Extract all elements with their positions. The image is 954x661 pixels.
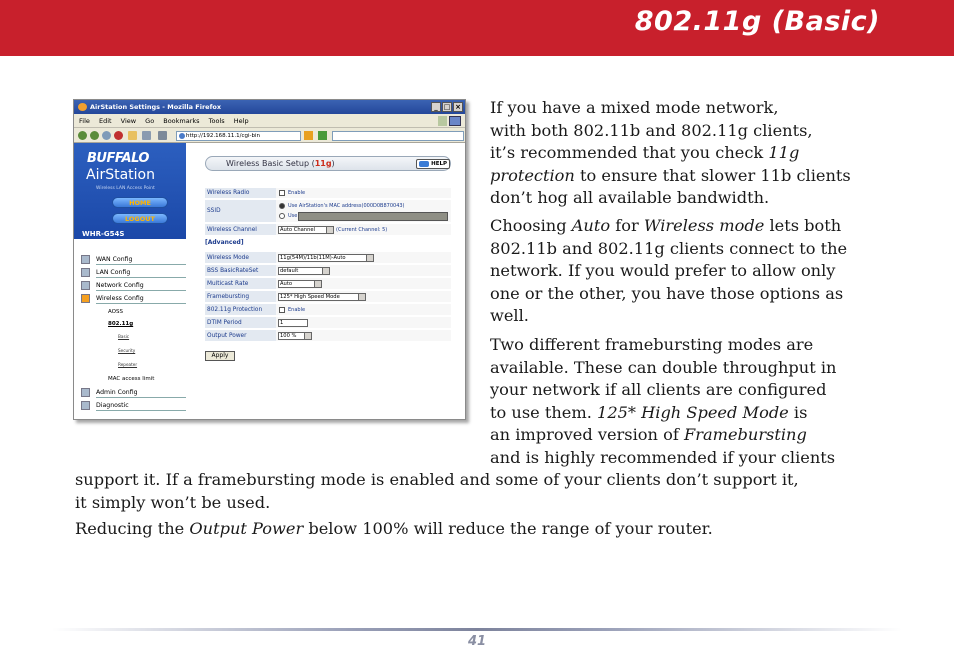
nav-label: Wireless Config xyxy=(96,295,144,302)
nav-repeater: Repeater xyxy=(118,362,138,367)
field-label: BSS BasicRateSet xyxy=(205,265,276,277)
text-run: Choosing xyxy=(490,216,572,235)
text-line: 802.11b and 802.11g clients connect to the xyxy=(490,238,848,258)
text-run: is xyxy=(788,402,808,422)
window-title: AirStation Settings - Mozilla Firefox xyxy=(90,103,222,111)
router-settings-screenshot xyxy=(73,99,466,420)
select-value: 100 % xyxy=(280,333,297,339)
text-line: well. xyxy=(490,306,529,325)
radio-label: Use AirStation's MAC address(000D0B870043) xyxy=(288,203,405,209)
text-line xyxy=(490,142,851,165)
text-line xyxy=(490,165,851,188)
field-value xyxy=(276,188,451,199)
emphasis-11g: 11g xyxy=(768,143,800,162)
expand-icon xyxy=(81,255,90,264)
expand-icon xyxy=(81,401,90,410)
text-line: If you have a mixed mode network, xyxy=(490,98,779,117)
field-label: Wireless Radio xyxy=(205,188,276,199)
browser-navbar xyxy=(74,128,465,143)
expand-icon xyxy=(81,388,90,397)
nav-label: LAN Config xyxy=(96,269,131,276)
expand-icon xyxy=(81,281,90,290)
select-value: Auto xyxy=(280,281,293,287)
text-line: Two different framebursting modes are xyxy=(490,335,814,354)
nav-label: WAN Config xyxy=(96,256,133,263)
apply-button: Apply xyxy=(205,351,235,361)
text-line: and is highly recommended if your clients xyxy=(490,447,836,467)
emphasis-high-speed-mode: 125* High Speed Mode xyxy=(597,402,789,422)
emphasis-protection: protection xyxy=(490,165,575,185)
dtim-input: 1 xyxy=(278,319,308,327)
window-controls xyxy=(431,102,463,112)
row-wireless-mode xyxy=(205,252,451,264)
radio-label: Use xyxy=(288,213,298,219)
select-value: Auto Channel xyxy=(280,227,315,233)
dropdown-arrow-icon xyxy=(358,294,365,300)
select-value: 125* High Speed Mode xyxy=(280,294,340,300)
menu-go: Go xyxy=(145,117,155,125)
row-ssid xyxy=(205,200,451,223)
text-run: Reducing the xyxy=(75,519,190,538)
help-button xyxy=(416,159,450,169)
checkbox-label: Enable xyxy=(288,190,306,196)
browser-titlebar xyxy=(74,100,465,114)
home-button: HOME xyxy=(112,197,168,208)
field-value xyxy=(276,252,451,264)
menu-edit: Edit xyxy=(98,117,112,125)
text-line xyxy=(490,215,847,238)
ssid-input xyxy=(298,212,448,221)
field-value xyxy=(276,200,451,223)
field-label: Multicast Rate xyxy=(205,278,276,290)
router-sidebar xyxy=(74,143,186,419)
url-field xyxy=(176,131,301,141)
nav-mac-access-limit: MAC access limit xyxy=(108,376,155,382)
menu-bookmarks: Bookmarks xyxy=(163,117,200,125)
nav-label: Network Config xyxy=(96,282,144,289)
row-bss-basic-rate xyxy=(205,265,451,277)
text-line xyxy=(75,518,713,541)
nav-admin-config xyxy=(96,387,186,398)
text-line: it simply won’t be used. xyxy=(75,492,271,512)
nav-80211g: 802.11g xyxy=(108,321,134,327)
stop-icon xyxy=(114,131,123,140)
page-heading xyxy=(205,156,451,171)
text-run: an improved version of xyxy=(490,425,684,444)
field-label: 802.11g Protection xyxy=(205,304,276,316)
help-icon xyxy=(419,161,429,167)
nav-aoss: AOSS xyxy=(108,309,123,315)
dropdown-arrow-icon xyxy=(326,227,333,233)
expand-icon xyxy=(81,294,90,303)
brand-panel xyxy=(74,143,186,239)
text-run: for xyxy=(610,216,644,235)
heading-close: ) xyxy=(331,159,335,168)
go-icon xyxy=(304,131,313,140)
paragraph-framebursting-b xyxy=(75,469,799,514)
airstation-logo: AirStation xyxy=(86,167,155,183)
text-line xyxy=(490,424,836,447)
text-run: it’s recommended that you check xyxy=(490,143,769,162)
advanced-section-label: [Advanced] xyxy=(205,239,244,246)
output-power-select xyxy=(278,332,312,340)
row-framebursting xyxy=(205,291,451,303)
search-field xyxy=(332,131,464,141)
multicast-select xyxy=(278,280,322,288)
emphasis-output-power: Output Power xyxy=(189,519,304,538)
channel-note: (Current Channel: 5) xyxy=(336,227,388,233)
paragraph-output-power xyxy=(75,518,713,541)
menu-view: View xyxy=(120,117,137,125)
throbber-icon xyxy=(449,116,461,126)
radio xyxy=(279,213,285,219)
field-value xyxy=(276,291,451,303)
checkbox-label: Enable xyxy=(288,307,306,313)
select-value: default xyxy=(280,268,299,274)
extension-icon xyxy=(438,116,447,126)
text-run: to use them. xyxy=(490,402,598,422)
buffalo-logo: BUFFALO xyxy=(87,151,149,166)
field-label: DTIM Period xyxy=(205,317,276,329)
url-text: http://192.168.11.1/cgi-bin xyxy=(186,133,260,139)
search-engine-icon xyxy=(318,131,327,140)
field-value xyxy=(276,265,451,277)
emphasis-wireless-mode: Wireless mode xyxy=(643,216,765,235)
field-value xyxy=(276,330,451,342)
print-icon xyxy=(142,131,151,140)
text-run: to ensure that slower 11b clients xyxy=(574,165,851,185)
browser-menubar xyxy=(74,114,465,128)
nav-wan-config xyxy=(96,254,186,265)
text-line: one or the other, you have those options as xyxy=(490,283,844,303)
logout-button: LOGOUT xyxy=(112,213,168,224)
chapter-title: 802.11g (Basic) xyxy=(634,6,880,37)
field-label: Wireless Channel xyxy=(205,224,276,236)
close-icon: × xyxy=(453,102,463,112)
text-run: lets both xyxy=(764,216,842,235)
row-wireless-radio xyxy=(205,188,451,199)
bookmark-icon xyxy=(158,131,167,140)
menu-file: File xyxy=(79,117,90,125)
row-multicast-rate xyxy=(205,278,451,290)
forward-icon xyxy=(90,131,99,140)
bss-select xyxy=(278,267,330,275)
home-icon xyxy=(128,131,137,140)
channel-select xyxy=(278,226,334,234)
minimize-icon: _ xyxy=(431,102,441,112)
back-icon xyxy=(78,131,87,140)
text-line: your network if all clients are configured xyxy=(490,380,827,399)
help-label: HELP xyxy=(431,161,447,167)
row-wireless-channel xyxy=(205,224,451,236)
maximize-icon: □ xyxy=(443,103,451,111)
text-line: with both 802.11b and 802.11g clients, xyxy=(490,120,813,140)
nav-security: Security xyxy=(118,348,136,353)
nav-label: Diagnostic xyxy=(96,402,129,409)
menu-help: Help xyxy=(233,117,249,125)
field-label: Framebursting xyxy=(205,291,276,303)
heading-text: Wireless Basic Setup ( xyxy=(226,159,315,168)
dropdown-arrow-icon xyxy=(322,268,329,274)
nav-lan-config xyxy=(96,267,186,278)
row-dtim-period xyxy=(205,317,451,329)
paragraph-mixed-mode xyxy=(490,97,851,210)
text-line: available. These can double throughput in xyxy=(490,357,837,377)
page-number: 41 xyxy=(467,634,487,649)
field-label: Wireless Mode xyxy=(205,252,276,264)
field-label: SSID xyxy=(205,200,276,223)
nav-network-config xyxy=(96,280,186,291)
framebursting-select xyxy=(278,293,366,301)
field-value xyxy=(276,317,451,329)
router-page xyxy=(74,143,465,419)
footer-rule xyxy=(52,628,902,631)
text-run: below 100% will reduce the range of your router. xyxy=(303,519,713,538)
mode-select xyxy=(278,254,374,262)
chapter-header-band xyxy=(0,0,954,56)
checkbox xyxy=(279,307,285,313)
dropdown-arrow-icon xyxy=(366,255,373,261)
text-line: support it. If a framebursting mode is enabled and some of your clients don’t support it, xyxy=(75,470,799,489)
select-value: 11g(54M)/11b(11M)-Auto xyxy=(280,255,346,261)
nav-diagnostic xyxy=(96,400,186,411)
nav-label: Admin Config xyxy=(96,389,138,396)
emphasis-auto: Auto xyxy=(571,216,611,235)
field-value xyxy=(276,304,451,316)
row-80211g-protection xyxy=(205,304,451,316)
nav-basic: Basic xyxy=(118,334,130,339)
expand-icon xyxy=(81,268,90,277)
firefox-icon xyxy=(78,103,87,111)
paragraph-framebursting-a xyxy=(490,334,836,469)
text-line xyxy=(490,402,836,425)
checkbox xyxy=(279,190,285,196)
product-subtitle: Wireless LAN Access Point xyxy=(96,186,155,191)
emphasis-framebursting: Framebursting xyxy=(683,425,807,444)
page-icon xyxy=(179,133,185,139)
dropdown-arrow-icon xyxy=(304,333,311,339)
text-line: don’t hog all available bandwidth. xyxy=(490,188,770,207)
menu-tools: Tools xyxy=(208,117,225,125)
nav-wireless-config xyxy=(96,293,186,304)
radio-selected xyxy=(279,203,285,209)
row-output-power xyxy=(205,330,451,342)
heading-emphasis: 11g xyxy=(314,159,332,168)
field-value xyxy=(276,278,451,290)
text-line: network. If you would prefer to allow only xyxy=(490,261,836,280)
paragraph-wireless-mode xyxy=(490,215,847,328)
field-label: Output Power xyxy=(205,330,276,342)
dropdown-arrow-icon xyxy=(314,281,321,287)
reload-icon xyxy=(102,131,111,140)
model-name: WHR-G54S xyxy=(82,230,125,238)
field-value xyxy=(276,224,451,236)
